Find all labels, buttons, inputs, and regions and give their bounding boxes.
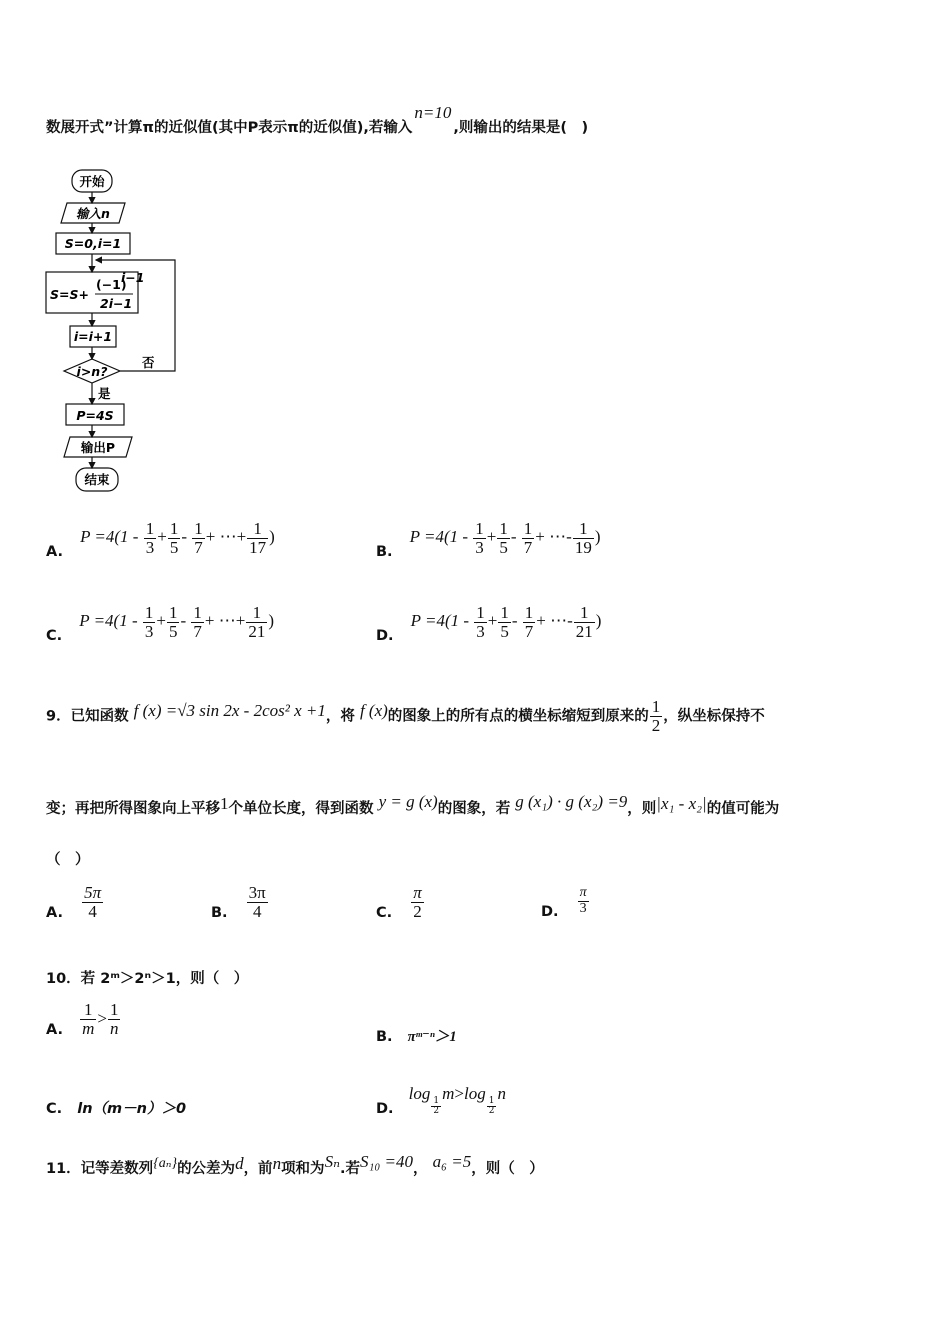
frac: $\frac{1}{3}$ [476,603,485,641]
option-expr-prefix: P =4(1 - [80,527,139,547]
q9-stem-line2: 变；再把所得图象向上平移1个单位长度，得到函数 y = g (x)的图象，若 g (x₁) · g (x₂) =9，则|x₁ - x₂|的值可能为 [46,792,780,817]
flow-start-text: 开始 [79,174,105,189]
flow-input-text: 输入n [76,206,110,221]
q10-option-c[interactable]: C. ln（m－n）＞0 [46,1101,187,1117]
frac: $\frac{1}{7}$ [524,603,534,641]
q8-stem [46,103,589,137]
q10-option-b[interactable]: B. πᵐ⁻ⁿ＞1 [376,1029,457,1045]
q10-option-d[interactable]: D. log $\frac{1}{2}$ m>log $\frac{1}{2}$ n [376,1084,506,1117]
q8-option-a[interactable]: A. P =4(1 - $\frac{1}{3}$ + $\frac{1}{5}$ - $\frac{1}{7}$ + ⋯+ $\frac{1}{17}$ ) [46,519,275,561]
frac: $\frac{1}{5}$ [169,519,179,557]
q9-option-b[interactable]: B. $\frac{3\pi}{4}$ [211,883,266,921]
frac: $\frac{1}{21}$ [248,603,266,641]
frac: $\frac{1}{17}$ [249,519,267,557]
option-expr-prefix: P =4(1 - [79,611,138,631]
flow-calc-text: P=4S [76,408,114,423]
option-label: C. [46,628,63,645]
q9-option-a[interactable]: A. $\frac{5\pi}{4}$ [46,883,102,921]
q9-paren: （ ） [46,852,90,868]
frac: $\frac{1}{5}$ [500,603,509,641]
q8-stem-n: n=10 [414,103,452,122]
flowchart [40,165,200,500]
q10-option-a[interactable]: A. $\frac{1}{m}$ > $\frac{1}{n}$ [46,1000,119,1038]
q9-option-d[interactable]: D. $\frac{\pi}{3}$ [541,885,587,920]
q8-option-c[interactable]: C. P =4(1 - $\frac{1}{3}$ + $\frac{1}{5}$ - $\frac{1}{7}$ + ⋯+ $\frac{1}{21}$ ) [46,603,274,645]
q9-prod: g (x₁) · g (x₂) =9 [515,792,628,811]
option-label: A. [46,544,63,561]
flow-no-label: 否 [142,355,155,370]
frac: $\frac{1}{7}$ [193,603,202,641]
flow-inc-text: i=i+1 [73,329,113,344]
q9-fx: f (x) =√3 sin 2x - 2cos² x +1 [133,701,326,721]
flow-cond-text: i>n? [76,364,108,379]
frac: $\frac{1}{3}$ [144,603,154,641]
q8-stem-b: ,则输出的结果是( ) [453,120,589,136]
flow-end-text: 结束 [84,472,110,487]
frac: $\frac{1}{5}$ [499,519,508,557]
frac: $\frac{1}{3}$ [145,519,155,557]
option-expr-prefix: P =4(1 - [410,611,470,631]
q8-stem-a: 数展开式”计算π的近似值(其中P表示π的近似值),若输入 [46,120,413,136]
q8-option-d[interactable]: D. P =4(1 - $\frac{1}{3}$ + $\frac{1}{5}$ - $\frac{1}{7}$ + ⋯- $\frac{1}{21}$ ) [376,603,602,645]
q9-number: 9．已知函数 [46,708,129,725]
q8-option-b[interactable]: B. P =4(1 - $\frac{1}{3}$ + $\frac{1}{5}$ - $\frac{1}{7}$ + ⋯- $\frac{1}{19}$ ) [376,519,601,561]
option-label: D. [376,628,394,645]
q9-half: $\frac{1}{2}$ [651,697,661,735]
option-label: B. [376,544,393,561]
frac: $\frac{1}{19}$ [574,519,592,557]
flow-output-text: 输出P [80,440,116,455]
q9-stem-line1: 9．已知函数 f (x) =√3 sin 2x - 2cos² x +1，将 f (x)的图象上的所有点的横坐标缩短到原来的 $\frac{1}{2}$ ，纵坐标保持不 [46,697,765,735]
frac: $\frac{1}{3}$ [475,519,484,557]
option-expr-prefix: P =4(1 - [409,527,469,547]
q9-fx2: f (x) [359,701,388,721]
flow-update-exp: i−1 [121,270,145,285]
q9-option-c[interactable]: C. $\frac{\pi}{2}$ [376,883,422,921]
flow-yes-label: 是 [98,386,111,401]
frac: $\frac{1}{7}$ [523,519,533,557]
q9-absdiff: |x₁ - x₂| [656,794,707,813]
flow-update-den: 2i−1 [100,296,133,311]
frac: $\frac{1}{5}$ [168,603,178,641]
frac: $\frac{1}{21}$ [575,603,593,641]
flow-update-lhs: S=S+ [50,287,89,302]
frac: $\frac{1}{7}$ [194,519,203,557]
q11-stem: 11．记等差数列{aₙ}的公差为d，前n项和为Sₙ.若S₁₀ =40， a₆ =5，则（ ） [46,1152,544,1177]
flow-init-text: S=0,i=1 [64,236,122,251]
flow-update-num: (−1) [96,277,127,292]
q9-gx: y = g (x) [378,792,438,811]
q10-stem: 10．若 2ᵐ＞2ⁿ＞1，则（ ） [46,971,249,987]
